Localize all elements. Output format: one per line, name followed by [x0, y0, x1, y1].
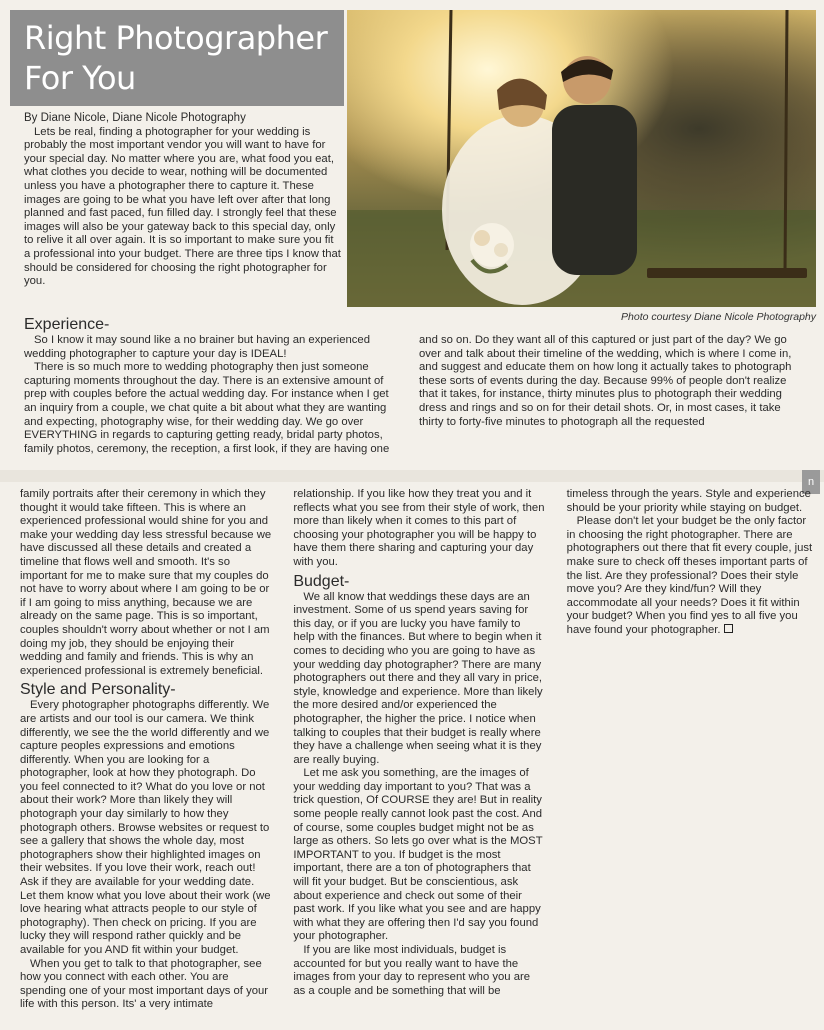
- budget-paragraph-3: If you are like most individuals, budget is accounted for but you really want to have the images from your day to represent who you are as a couple and be something that will be timeless through the years. Style and experience should be your priority while staying on budget.: [293, 488, 811, 997]
- wedding-photo: [347, 10, 816, 307]
- budget-heading: Budget-: [293, 572, 350, 590]
- experience-heading: Experience-: [24, 316, 110, 333]
- couple-on-swing-illustration: [347, 10, 816, 307]
- budget-paragraph-4-text: Please don't let your budget be the only factor in choosing the right photographer. There are photographers out there that fit every couple, just make sure to check off theses important parts of the list. Are they professional? Does their style move you? Are they kind/fun? Will they accommodate all your needs? Does it fit within your budget? When you find yes to all five you have found your photographer.: [566, 515, 813, 636]
- style-paragraph-1: Every photographer photographs differently. We are artists and our tool is our camera. We think differently, we see the the world differently and we capture peoples expressions and emotions differently. When you are looking for a photographer, look at how they photograph. Do you feel connected to it? What do you love or not about their work? More than likely they will photograph your day similarly to how they photograph others. Browse websites or request to see a gallery that shows the whole day, most photographers show their highlighted images on their websites. If you love their work, reach out! Ask if they are available for your wedding date. Let them know what you love about their work (we love hearing what attracts people to our style of photography). Then check on pricing. If you are lucky they will respond rather quickly and be available for you AND fit within your budget.: [20, 699, 271, 956]
- experience-paragraph-3: family portraits after their ceremony in which they thought it would take fifteen. This is where an experienced professional would shine for you and make your wedding day less stressful because we have discussed all these details and created a timeline that flows well and smooth. It's so important for me to make sure that my couples do not have to worry about where I am going to be or if I am going to miss anything, because we are already on the same page. This is so important, couples shouldn't worry about whether or not I am doing my job, they should be enjoying their wedding and family and friends. This is why an experienced professional is extremely beneficial.: [20, 488, 272, 677]
- end-mark-icon: [724, 624, 733, 633]
- photo-caption: Photo courtesy Diane Nicole Photography: [621, 311, 816, 323]
- body-columns: [20, 488, 818, 1024]
- style-paragraph-2: When you get to talk to that photographer, see how you connect with each other. You are spending one of your most important days of your life with this person. Its' a very intimate relationship. If you like how they treat you and it reflects what you see from their style of work, then more than likely when it comes to this part of choosing your photographer you will be happy to have them there sharing and capturing your day with you.: [20, 488, 545, 1011]
- side-tab: n: [802, 470, 820, 494]
- page-divider: [0, 470, 824, 482]
- experience-columns: [24, 334, 794, 460]
- style-heading: Style and Personality-: [20, 681, 176, 699]
- budget-paragraph-2: Let me ask you something, are the images of your wedding day important to you? That was a trick question, Of COURSE they are! But in reality some people really cannot look past the cost. And of course, some couples budget might not be as large as others. So lets go over what is the MOST IMPORTANT to you. If budget is the most important, there are a ton of photographers that will fit your budget. But be conscientious, ask about experience and check out some of their past work. If you like what you see and are happy with what they are offering then I'd say you found your photographer.: [293, 767, 543, 943]
- intro-section: [24, 112, 342, 289]
- experience-paragraph-1: So I know it may sound like a no brainer but having an experienced wedding photographer to capture your day is IDEAL!: [24, 334, 370, 360]
- intro-paragraph: Lets be real, finding a photographer for your wedding is probably the most important vendor you will want to have for your special day. No matter where you are, what food you eat, what clothes you decide to wear, nothing will be documented unless you have a photographer there to capture it. These images are going to be what you have left over after that long planned and fast paced, fun filled day. I strongly feel that these images will also be your gateway back to this special day, only to relive it all over again. It is so important to make sure you fit a professional into your budget. There are three tips I know that should be considered for choosing the right photographer for you.: [24, 125, 341, 288]
- budget-paragraph-1: We all know that weddings these days are an investment. Some of us spend years saving for this day, or if you are lucky you have family to help with the finances. But where to begin when it comes to deciding who you are going to have as your wedding day photographer? There are many photographers out there and they all vary in price, style, knowledge and experience. More than likely the more desired and/or experienced the photographer, the higher the price. I notice when talking to couples that their budget is really where they have a challenge when seeing what it is they are really buying.: [293, 590, 543, 766]
- article-title: Right Photographer For You: [24, 19, 328, 97]
- byline: By Diane Nicole, Diane Nicole Photography: [24, 112, 246, 124]
- budget-paragraph-4: [567, 515, 818, 637]
- title-banner: [10, 10, 344, 106]
- experience-paragraph-2: There is so much more to wedding photography then just someone capturing moments throughout the day. There is an extensive amount of prep with couples before the actual wedding day. For instance when I get an inquiry from a couple, we chat quite a bit about what they are wanting and expecting, photography wise, for their wedding day. We go over EVERYTHING in regards to capturing getting ready, bridal party photos, family photos, ceremony, the reception, a first look, if they are having one and so on. Do they want all of this captured or just part of the day? We go over and talk about their timeline of the wedding, which is where I come in, and suggest and educate them on how long it actually takes to photograph these sorts of events during the day. Because 99% of people don't realize that it takes, for instance, thirty minutes plus to photograph their wedding dress and rings and so on for their detail shots. Or, in most cases, it take thirty to forty-five minutes to photograph all the requested: [24, 334, 792, 455]
